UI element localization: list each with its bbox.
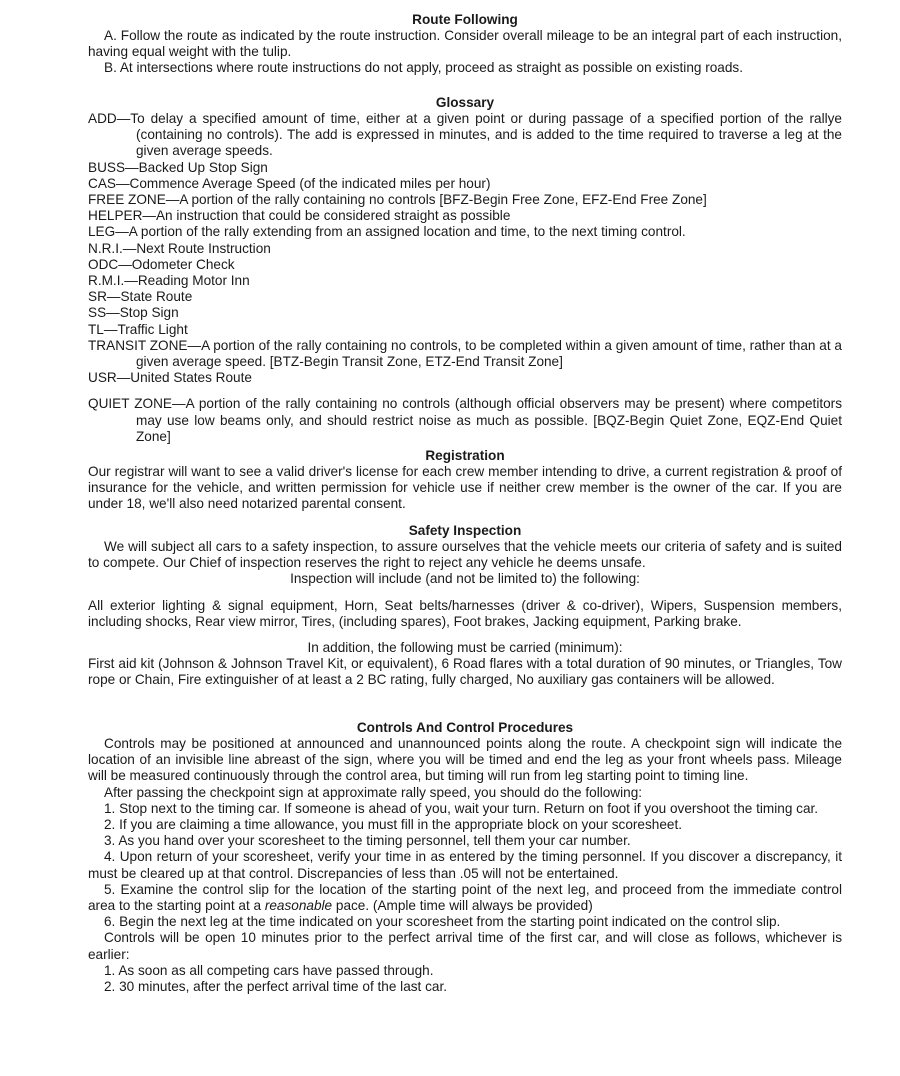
controls-step: 6. Begin the next leg at the time indicated on your scoresheet from the starting point indicated on the control slip. bbox=[104, 914, 781, 930]
controls-close: 1. As soon as all competing cars have passed through. bbox=[104, 962, 434, 978]
glossary-term: N.R.I.—Next Route Instruction bbox=[88, 240, 271, 256]
glossary-term: BUSS—Backed Up Stop Sign bbox=[88, 159, 268, 175]
carry-items: First aid kit (Johnson & Johnson Travel Kit, or equivalent), 6 Road flares with a total duration of 90 minutes, or Triangles, Tow rope or Chain, Fire extinguisher of at least a 2 BC rating, fully charged, No auxiliary gas containers will be allowed. bbox=[88, 656, 842, 688]
controls-step: 4. Upon return of your scoresheet, verify your time in as entered by the timing personnel. If you discover a discrepancy, it must be cleared up at that control. Discrepancies of less than .05 will not be entertained. bbox=[88, 849, 842, 881]
glossary-section bbox=[88, 95, 842, 445]
glossary-term: SR—State Route bbox=[88, 289, 193, 305]
registration-section bbox=[88, 448, 842, 513]
registration-heading: Registration bbox=[425, 448, 505, 463]
safety-section bbox=[88, 523, 842, 689]
controls-heading: Controls And Control Procedures bbox=[356, 720, 574, 735]
controls-step: 2. If you are claiming a time allowance, you must fill in the appropriate block on your scoresheet. bbox=[104, 817, 683, 833]
glossary-term: TRANSIT ZONE—A portion of the rally containing no controls, to be completed within a given amount of time, rather than at a given average speed. [BTZ-Begin Transit Zone, ETZ-End Transit Zone] bbox=[88, 337, 842, 370]
glossary-term: FREE ZONE—A portion of the rally containing no controls [BFZ-Begin Free Zone, EFZ-End Free Zone] bbox=[88, 192, 707, 208]
glossary-term: USR—United States Route bbox=[88, 370, 252, 386]
route-following-a: A. Follow the route as indicated by the route instruction. Consider overall mileage to be an integral part of each instruction, having equal weight with the tulip. bbox=[88, 28, 842, 60]
route-following-section bbox=[88, 12, 842, 77]
safety-items: All exterior lighting & signal equipment, Horn, Seat belts/harnesses (driver & co-driver), Wipers, Suspension members, including shocks, Rear view mirror, Tires, (including spares), Foot brakes, Jacking equipment, Parking brake. bbox=[88, 597, 842, 629]
controls-p1: Controls may be positioned at announced and unannounced points along the route. A checkpoint sign will indicate the location of an invisible line abreast of the sign, where you will be timed and end the leg as your front wheels pass. Mileage will be measured continuously through the control area, but timing will run from leg starting point to timing line. bbox=[88, 736, 842, 784]
controls-section bbox=[88, 720, 842, 995]
glossary-term: CAS—Commence Average Speed (of the indicated miles per hour) bbox=[88, 175, 491, 191]
glossary-term: TL—Traffic Light bbox=[88, 321, 188, 337]
step5-emphasis: reasonable bbox=[264, 898, 333, 914]
controls-p3: Controls will be open 10 minutes prior to the perfect arrival time of the first car, and will close as follows, whichever is earlier: bbox=[88, 930, 842, 962]
glossary-term: ADD—To delay a specified amount of time, either at a given point or during passage of a specified portion of the rallye (containing no controls). The add is expressed in minutes, and is added to the time required to traverse a leg at the given average speeds. bbox=[88, 111, 842, 159]
registration-text: Our registrar will want to see a valid driver's license for each crew member intending to drive, a current registration & proof of insurance for the vehicle, and written permission for vehicle use if neither crew member is the owner of the car. If you are under 18, we'll also need notarized parental consent. bbox=[88, 464, 842, 512]
glossary-quiet-zone: QUIET ZONE—A portion of the rally containing no controls (although official observers may be present) where competitors may use low beams only, and should restrict noise as much as possible. [BQZ-Begin Quiet Zone, EQZ-End Quiet Zone] bbox=[88, 396, 842, 444]
glossary-heading: Glossary bbox=[435, 95, 495, 110]
safety-heading: Safety Inspection bbox=[408, 523, 522, 538]
route-following-b: B. At intersections where route instructions do not apply, proceed as straight as possible on existing roads. bbox=[104, 60, 744, 76]
safety-intro: We will subject all cars to a safety inspection, to assure ourselves that the vehicle meets our criteria of safety and is suited to compete. Our Chief of inspection reserves the right to reject any vehicle he deems unsafe. bbox=[88, 539, 842, 571]
glossary-term: ODC—Odometer Check bbox=[88, 256, 235, 272]
glossary-term: HELPER—An instruction that could be considered straight as possible bbox=[88, 208, 511, 224]
safety-intro-2: Inspection will include (and not be limited to) the following: bbox=[290, 571, 640, 587]
controls-step: 3. As you hand over your scoresheet to the timing personnel, tell them your car number. bbox=[104, 833, 631, 849]
glossary-term: LEG—A portion of the rally extending from an assigned location and time, to the next timing control. bbox=[88, 224, 686, 240]
glossary-term: SS—Stop Sign bbox=[88, 305, 179, 321]
step5-text-b: pace. (Ample time will always be provided) bbox=[332, 898, 593, 914]
controls-p2: After passing the checkpoint sign at approximate rally speed, you should do the following: bbox=[104, 784, 643, 800]
route-following-heading: Route Following bbox=[412, 12, 518, 27]
carry-heading: In addition, the following must be carried (minimum): bbox=[307, 640, 623, 656]
glossary-term: R.M.I.—Reading Motor Inn bbox=[88, 273, 250, 289]
step5-text-a: 5. Examine the control slip for the location of the starting point of the next leg, and proceed from the immediate control area to the starting point at a bbox=[88, 881, 842, 914]
controls-step-5 bbox=[88, 882, 842, 914]
controls-step: 1. Stop next to the timing car. If someone is ahead of you, wait your turn. Return on foot if you overshoot the timing car. bbox=[104, 800, 819, 816]
controls-close: 2. 30 minutes, after the perfect arrival time of the last car. bbox=[104, 979, 448, 995]
